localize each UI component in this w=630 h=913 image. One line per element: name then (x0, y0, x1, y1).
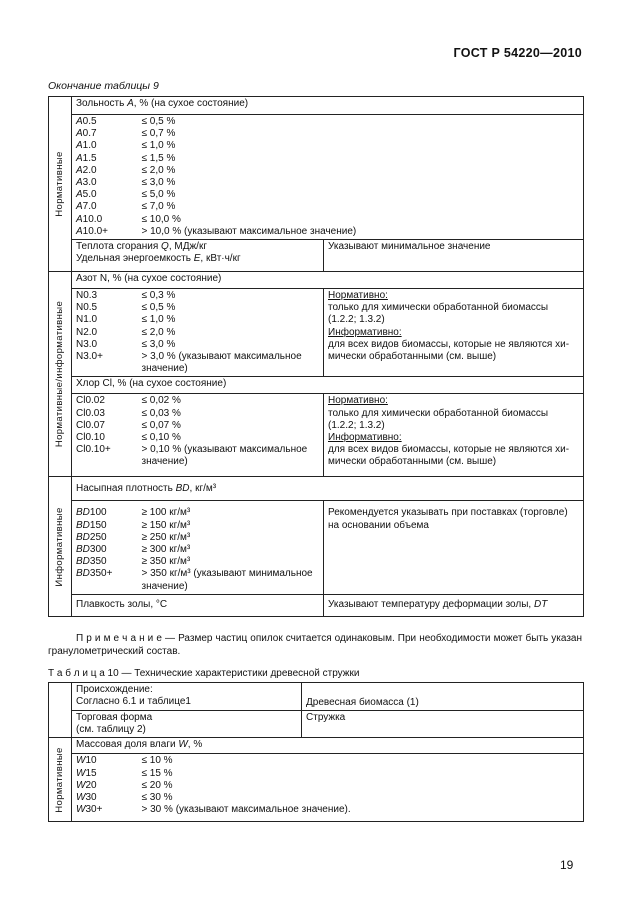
page-number: 19 (560, 858, 574, 872)
table10-empty-cell (49, 683, 72, 738)
origin-label: Происхождение: Согласно 6.1 и таблице1 (72, 683, 302, 711)
ash-melting-label: Плавкость золы, °C (72, 594, 324, 616)
trade-form-label: Торговая форма (см. таблицу 2) (72, 711, 302, 738)
ash-melting-note: Указывают температуру деформации золы, DT (324, 594, 584, 616)
section-normative: Нормативные (49, 97, 72, 272)
nitrogen-codes: N0.3 N0.5 N1.0 N2.0 N3.0 N3.0+ (72, 289, 138, 377)
chlorine-values: ≤ 0,02 % ≤ 0,03 % ≤ 0,07 % ≤ 0,10 % > 0,10 % (указывают максимальное значение) (138, 394, 324, 477)
moisture-title: Массовая доля влаги W, % (72, 738, 584, 754)
chlorine-note: Нормативно: только для химически обработанной биомассы (1.2.2; 1.3.2) Информативно: для всех видов биомассы, которые не являются хи- мически обработанными (см. выше) (324, 394, 584, 477)
density-values: ≥ 100 кг/м³ ≥ 150 кг/м³ ≥ 250 кг/м³ ≥ 300 кг/м³ ≥ 350 кг/м³ > 350 кг/м³ (указывают минимальное значение) (138, 501, 324, 594)
density-note: Рекомендуется указывать при поставках (торговле) на основании объема (324, 501, 584, 594)
table9-note: П р и м е ч а н и е — Размер частиц опилок считается одинаковым. При необходимости может быть указан гранулометрический состав. (48, 633, 582, 657)
ash-values: ≤ 0,5 % ≤ 0,7 % ≤ 1,0 % ≤ 1,5 % ≤ 2,0 % ≤ 3,0 % ≤ 5,0 % ≤ 7,0 % ≤ 10,0 % > 10,0 % (указывают максимальное значение) (138, 115, 584, 240)
moisture-codes: W10 W15 W20 W30 W30+ (72, 754, 138, 822)
standard-number: ГОСТ Р 54220—2010 (453, 46, 582, 60)
ash-title: Зольность A, % (на сухое состояние) (72, 97, 584, 115)
table-10 (48, 682, 584, 822)
table9-caption: Окончание таблицы 9 (48, 80, 159, 92)
table-9 (48, 96, 584, 617)
ash-codes: A0.5 A0.7 A1.0 A1.5 A2.0 A3.0 A5.0 A7.0 A10.0 A10.0+ (72, 115, 138, 240)
table10-caption: Т а б л и ц а 10 — Технические характеристики древесной стружки (48, 668, 360, 679)
heat-value-note: Указывают минимальное значение (324, 240, 584, 272)
moisture-values: ≤ 10 % ≤ 15 % ≤ 20 % ≤ 30 % > 30 % (указывают максимальное значение). (138, 754, 584, 822)
heat-value-label: Теплота сгорания Q, МДж/кг Удельная энергоемкость E, кВт·ч/кг (72, 240, 324, 272)
table10-section-normative: Нормативные (49, 738, 72, 822)
chlorine-title: Хлор Cl, % (на сухое состояние) (72, 377, 584, 394)
section-informative: Информативные (49, 477, 72, 616)
density-title: Насыпная плотность BD, кг/м³ (72, 477, 584, 501)
nitrogen-title: Азот N, % (на сухое состояние) (72, 272, 584, 289)
density-codes: BD100 BD150 BD250 BD300 BD350 BD350+ (72, 501, 138, 594)
nitrogen-values: ≤ 0,3 % ≤ 0,5 % ≤ 1,0 % ≤ 2,0 % ≤ 3,0 % > 3,0 % (указывают максимальное значение) (138, 289, 324, 377)
section-normative-informative: Нормативные/информативные (49, 272, 72, 477)
nitrogen-note: Нормативно: только для химически обработанной биомассы (1.2.2; 1.3.2) Информативно: для всех видов биомассы, которые не являются хи- мически обработанными (см. выше) (324, 289, 584, 377)
trade-form-value: Стружка (302, 711, 584, 738)
origin-value: Древесная биомасса (1) (302, 683, 584, 711)
chlorine-codes: Cl0.02 Cl0.03 Cl0.07 Cl0.10 Cl0.10+ (72, 394, 138, 477)
